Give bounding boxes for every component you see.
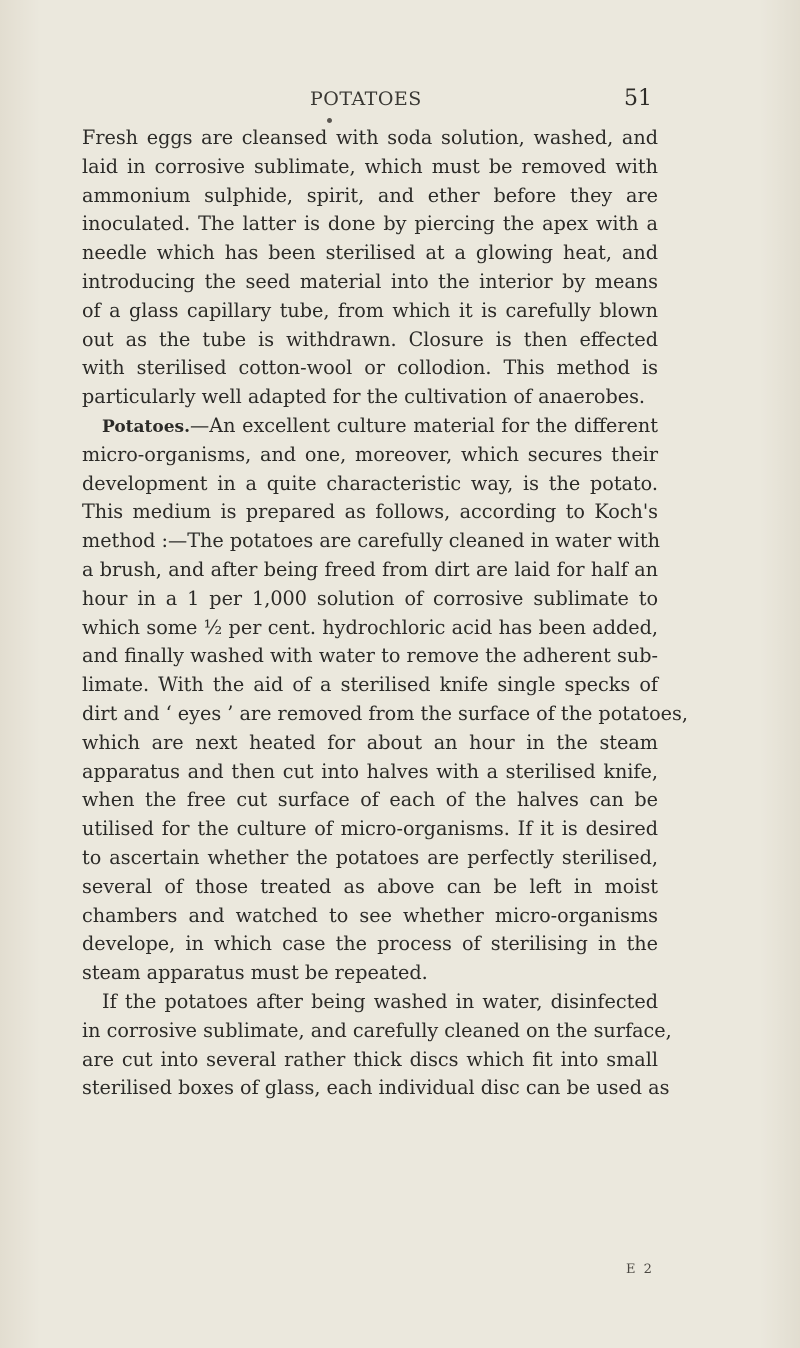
text-line: ammonium sulphide, spirit, and ether before they are — [82, 183, 658, 207]
page-header — [82, 88, 652, 114]
text-line: apparatus and then cut into halves with a sterilised knife, — [82, 759, 658, 783]
text-line: steam apparatus must be repeated. — [82, 961, 428, 985]
page-number: 51 — [624, 86, 652, 111]
text-line: needle which has been sterilised at a glowing heat, and — [82, 241, 658, 265]
text-line: to ascertain whether the potatoes are perfectly sterilised, — [82, 845, 658, 869]
text-line: micro-organisms, and one, moreover, which secures their — [82, 442, 658, 466]
text-line: in corrosive sublimate, and carefully cleaned on the surface, — [82, 1018, 672, 1042]
text-line: are cut into several rather thick discs which fit into small — [82, 1047, 658, 1071]
text-line: which are next heated for about an hour in the steam — [82, 730, 658, 754]
text-line: If the potatoes after being washed in water, disinfected — [102, 989, 658, 1013]
text-line: when the free cut surface of each of the halves can be — [82, 788, 658, 812]
signature-mark: E 2 — [626, 1262, 654, 1277]
section-first-line — [82, 412, 658, 441]
text-line: a brush, and after being freed from dirt are laid for half an — [82, 557, 658, 581]
running-head: POTATOES — [310, 88, 422, 110]
text-line: develope, in which case the process of sterilising in the — [82, 932, 658, 956]
text-line: out as the tube is withdrawn. Closure is then effected — [82, 327, 658, 351]
text-line: inoculated. The latter is done by piercing the apex with a — [82, 212, 658, 236]
body-text — [82, 124, 688, 1103]
text-line: sterilised boxes of glass, each individual disc can be used as — [82, 1076, 670, 1100]
text-line: This medium is prepared as follows, according to Koch's — [82, 500, 658, 524]
text-line: which some ½ per cent. hydrochloric acid has been added, — [82, 615, 658, 639]
section-first-line-text: —An excellent culture material for the different — [190, 413, 658, 437]
text-line: and finally washed with water to remove the adherent sub- — [82, 644, 658, 668]
text-line: utilised for the culture of micro-organisms. If it is desired — [82, 817, 658, 841]
text-line: Fresh eggs are cleansed with soda solution, washed, and — [82, 126, 658, 149]
section-heading: Potatoes. — [102, 416, 191, 437]
text-line: with sterilised cotton-wool or collodion. This method is — [82, 356, 658, 380]
text-line: development in a quite characteristic way, is the potato. — [82, 471, 658, 495]
text-line: chambers and watched to see whether micro-organisms — [82, 903, 658, 927]
ink-dot — [327, 118, 332, 123]
text-line: particularly well adapted for the cultivation of anaerobes. — [82, 385, 646, 409]
text-line: introducing the seed material into the interior by means — [82, 269, 658, 293]
text-line: limate. With the aid of a sterilised knife single specks of — [82, 673, 658, 697]
text-line: laid in corrosive sublimate, which must be removed with — [82, 154, 658, 178]
text-line: dirt and ‘ eyes ’ are removed from the surface of the potatoes, — [82, 701, 688, 725]
text-line: of a glass capillary tube, from which it is carefully blown — [82, 298, 658, 322]
text-line: hour in a 1 per 1,000 solution of corrosive sublimate to — [82, 586, 658, 610]
text-line: several of those treated as above can be left in moist — [82, 874, 658, 898]
text-line: method :—The potatoes are carefully cleaned in water with — [82, 529, 661, 553]
